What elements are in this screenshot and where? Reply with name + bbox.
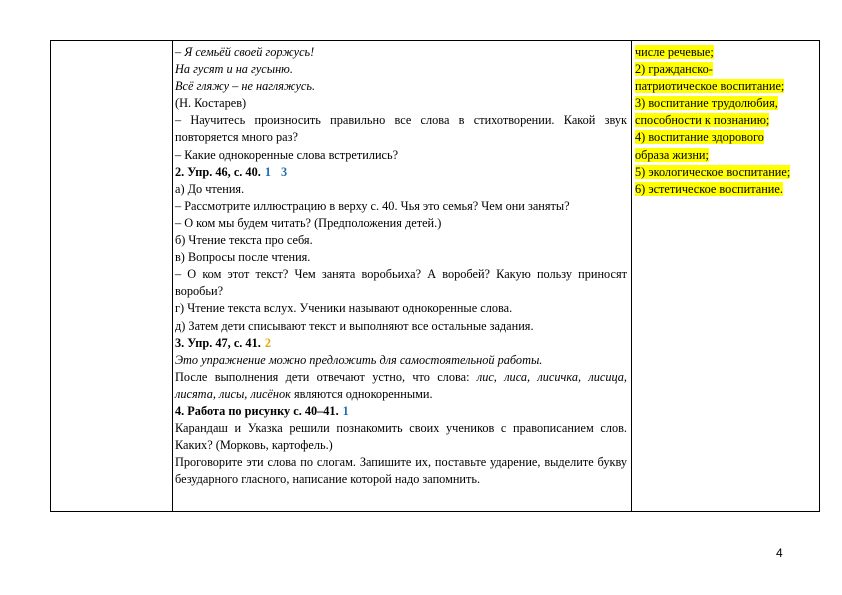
goal-line: 4) воспитание здорового bbox=[635, 130, 764, 145]
goal-line: 6) эстетическое воспитание. bbox=[635, 181, 783, 196]
questions-after-reading: в) Вопросы после чтения. bbox=[175, 250, 311, 265]
goal-line: образа жизни; bbox=[635, 147, 709, 162]
pencil-pointer-text: Карандаш и Указка решили познакомить своих учеников с правописанием слов. Каких? (Морковь, картофель.) bbox=[175, 421, 627, 453]
level-marker-1: 1 bbox=[264, 164, 271, 179]
poem-line-3: Всё гляжу – не нагляжусь. bbox=[175, 79, 316, 94]
task-pronounce: – Научитесь произносить правильно все слова в стихотворении. Какой звук повторяется много раз? bbox=[175, 113, 627, 145]
goal-line: 3) воспитание трудолюбия, bbox=[635, 96, 778, 111]
goal-line: 5) экологическое воспитание; bbox=[635, 164, 791, 179]
column-divider-2 bbox=[631, 41, 632, 511]
lesson-steps-column bbox=[175, 44, 627, 488]
goal-line: числе речевые; bbox=[635, 45, 714, 59]
goal-line: патриотическое воспитание; bbox=[635, 79, 785, 94]
text-questions: – О ком этот текст? Чем занята воробьиха? А воробей? Какую пользу приносят воробьи? bbox=[175, 267, 627, 299]
picture-work-heading bbox=[175, 403, 627, 420]
task-cognates: – Какие однокоренные слова встретились? bbox=[175, 147, 399, 162]
level-marker-2: 2 bbox=[264, 335, 271, 350]
oral-answer bbox=[175, 369, 627, 403]
fox-words: лис, лиса, лисичка, лисица, лисята, лисы, лисёнок bbox=[175, 369, 627, 401]
picture-work-title: 4. Работа по рисунку с. 40–41. bbox=[175, 403, 339, 418]
reading-aloud: г) Чтение текста вслух. Ученики называют однокоренные слова. bbox=[175, 301, 513, 316]
oral-answer-lead: После выполнения дети отвечают устно, что слова: bbox=[175, 369, 470, 384]
copy-text: д) Затем дети списывают текст и выполняют все остальные задания. bbox=[175, 318, 534, 333]
poem-line-1: – Я семьёй своей горжусь! bbox=[175, 45, 315, 59]
look-at-illustration: – Рассмотрите иллюстрацию в верху с. 40. Чья это семья? Чем они заняты? bbox=[175, 198, 570, 213]
exercise-47-title: 3. Упр. 47, с. 41. bbox=[175, 335, 261, 350]
exercise-46-heading bbox=[175, 164, 627, 181]
column-divider-1 bbox=[172, 41, 173, 511]
silent-reading: б) Чтение текста про себя. bbox=[175, 233, 313, 248]
oral-answer-tail: являются однокоренными. bbox=[293, 386, 433, 401]
syllable-task: Проговорите эти слова по слогам. Запишите их, поставьте ударение, выделите букву безударного гласного, написание которой надо запомнить. bbox=[175, 455, 627, 487]
before-reading: а) До чтения. bbox=[175, 181, 245, 196]
goal-line: 2) гражданско- bbox=[635, 62, 713, 77]
who-will-we-read-about: – О ком мы будем читать? (Предположения детей.) bbox=[175, 215, 442, 230]
level-marker-1b: 1 bbox=[342, 403, 349, 418]
level-marker-3: 3 bbox=[280, 164, 288, 179]
poem-line-2: На гусят и на гусыню. bbox=[175, 62, 293, 77]
exercise-47-heading bbox=[175, 335, 627, 352]
exercise-46-title: 2. Упр. 46, с. 40. bbox=[175, 164, 261, 179]
education-goals-column bbox=[635, 44, 821, 198]
poem-author: (Н. Костарев) bbox=[175, 96, 247, 111]
independent-work-note: Это упражнение можно предложить для самостоятельной работы. bbox=[175, 352, 543, 367]
page-number: 4 bbox=[776, 546, 783, 560]
lesson-table bbox=[50, 40, 820, 512]
goal-line: способности к познанию; bbox=[635, 113, 770, 128]
